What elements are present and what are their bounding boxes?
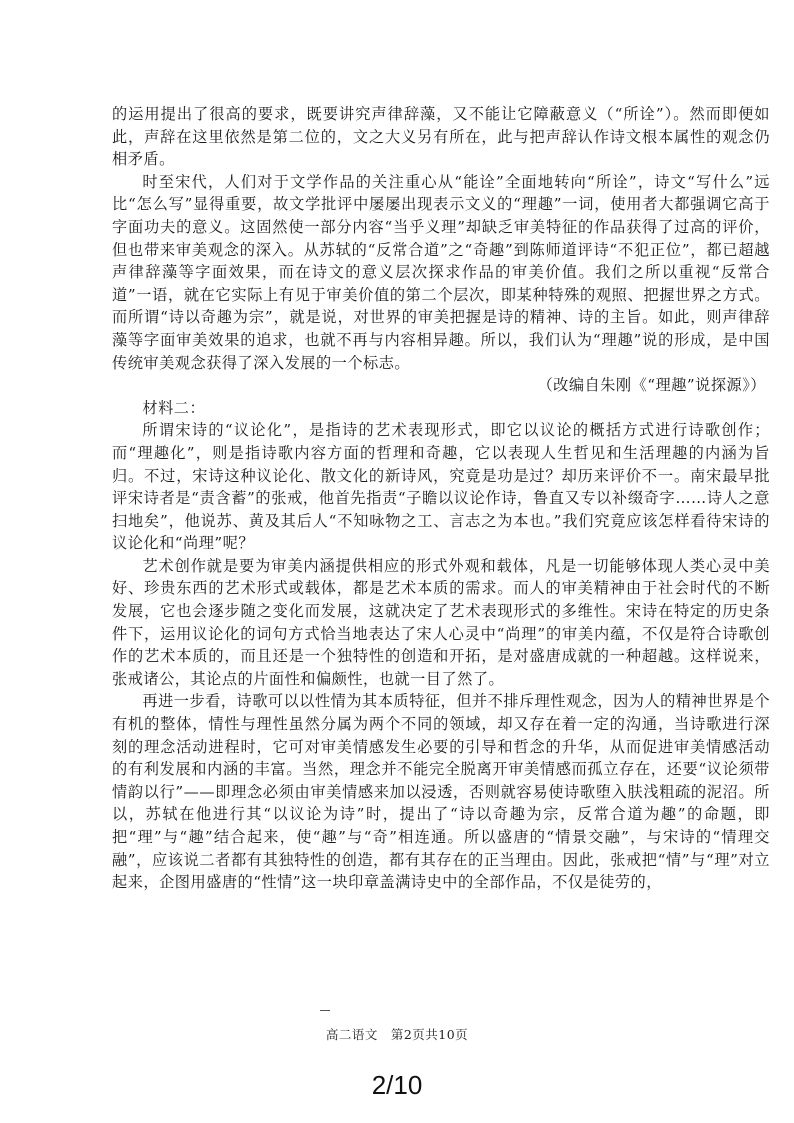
material-two-heading: 材料二： bbox=[142, 398, 206, 417]
paragraph-continuation: 的运用提出了很高的要求，既要讲究声律辞藻，又不能让它障蔽意义（“所诠”）。然而即便如此，声辞在这里依然是第二位的，文之大义另有所在，此与把声辞认作诗文根本属性的观念仍相矛盾。 bbox=[112, 105, 770, 169]
page-counter: 2/10 bbox=[371, 1070, 423, 1100]
paragraph-song-poetry-argumentation: 所谓宋诗的“议论化”，是指诗的艺术表现形式，即它以议论的概括方式进行诗歌创作；而“理趣化”，则是指诗歌内容方面的哲理和奇趣，它以表现人生哲见和生活理趣的内涵为旨归。不过，宋诗这种议论化、散文化的新诗风，究竟是功是过？却历来评价不一。南宋最早批评宋诗者是“责含蓄”的张戒，他首先指责“子瞻以议论作诗，鲁直又专以补缀奇字……诗人之意扫地矣”，他说苏、黄及其后人“不知咏物之工、言志之为本也。”我们究竟应该怎样看待宋诗的议论化和“尚理”呢？ bbox=[112, 421, 770, 553]
source-citation: （改编自朱刚《“理趣”说探源》） bbox=[537, 376, 766, 395]
document-body bbox=[112, 103, 770, 894]
paragraph-song-dynasty: 时至宋代，人们对于文学作品的关注重心从“能诠”全面地转向“所诠”，诗文“写什么”远比“怎么写”显得重要，故文学批评中屡屡出现表示文义的“理趣”一词，使用者大都强调它高于字面功夫的意义。这固然使一部分内容“当乎义理”却缺乏审美特征的作品获得了过高的评价，但也带来审美观念的深入。从苏轼的“反常合道”之“奇趣”到陈师道评诗“不犯正位”，都已超越声律辞藻等字面效果，而在诗文的意义层次探求作品的审美价值。我们之所以重视“反常合道”一语，就在它实际上有见于审美价值的第二个层次，即某种特殊的观照、把握世界之方式。而所谓“诗以奇趣为宗”，就是说，对世界的审美把握是诗的精神、诗的主旨。如此，则声律辞藻等字面审美效果的追求，也就不再与内容相异趣。所以，我们认为“理趣”说的形成，是中国传统审美观念获得了深入发展的一个标志。 bbox=[112, 172, 770, 372]
page-footer: 高二语文 第2页共10页 bbox=[325, 1027, 469, 1042]
paragraph-artistic-creation: 艺术创作就是要为审美内涵提供相应的形式外观和载体，凡是一切能够体现人类心灵中美好、珍贵东西的艺术形式或载体，都是艺术本质的需求。而人的审美精神由于社会时代的不断发展，它也会逐步随之变化而发展，这就决定了艺术表现形式的多维性。宋诗在特定的历史条件下，运用议论化的词句方式恰当地表达了宋人心灵中“尚理”的审美内蕴，不仅是符合诗歌创作的艺术本质的，而且还是一个独特性的创造和开拓，是对盛唐成就的一种超越。这样说来，张戒诸公，其论点的片面性和偏颇性，也就一目了然了。 bbox=[112, 556, 770, 688]
paragraph-further-look: 再进一步看，诗歌可以以性情为其本质特征，但并不排斥理性观念，因为人的精神世界是个有机的整体，情性与理性虽然分属为两个不同的领域，却又存在着一定的沟通，当诗歌进行深刻的理念活动进程时，它可对审美情感发生必要的引导和哲念的升华，从而促进审美情感活动的有利发展和内涵的丰富。当然，理念并不能完全脱离开审美情感而孤立存在，还要“议论须带情韵以行”——即理念必须由审美情感来加以浸透，否则就容易使诗歌堕入肤浅粗疏的泥沼。所以，苏轼在他进行其“以议论为诗”时，提出了“诗以奇趣为宗，反常合道为趣”的命题，即把“理”与“趣”结合起来，使“趣”与“奇”相连通。所以盛唐的“情景交融”，与宋诗的“情理交融”，应该说二者都有其独特性的创造，都有其存在的正当理由。因此，张戒把“情”与“理”对立起来，企图用盛唐的“性情”这一块印章盖满诗史中的全部作品，不仅是徒劳的， bbox=[112, 692, 770, 892]
footer-mark bbox=[320, 1010, 330, 1011]
